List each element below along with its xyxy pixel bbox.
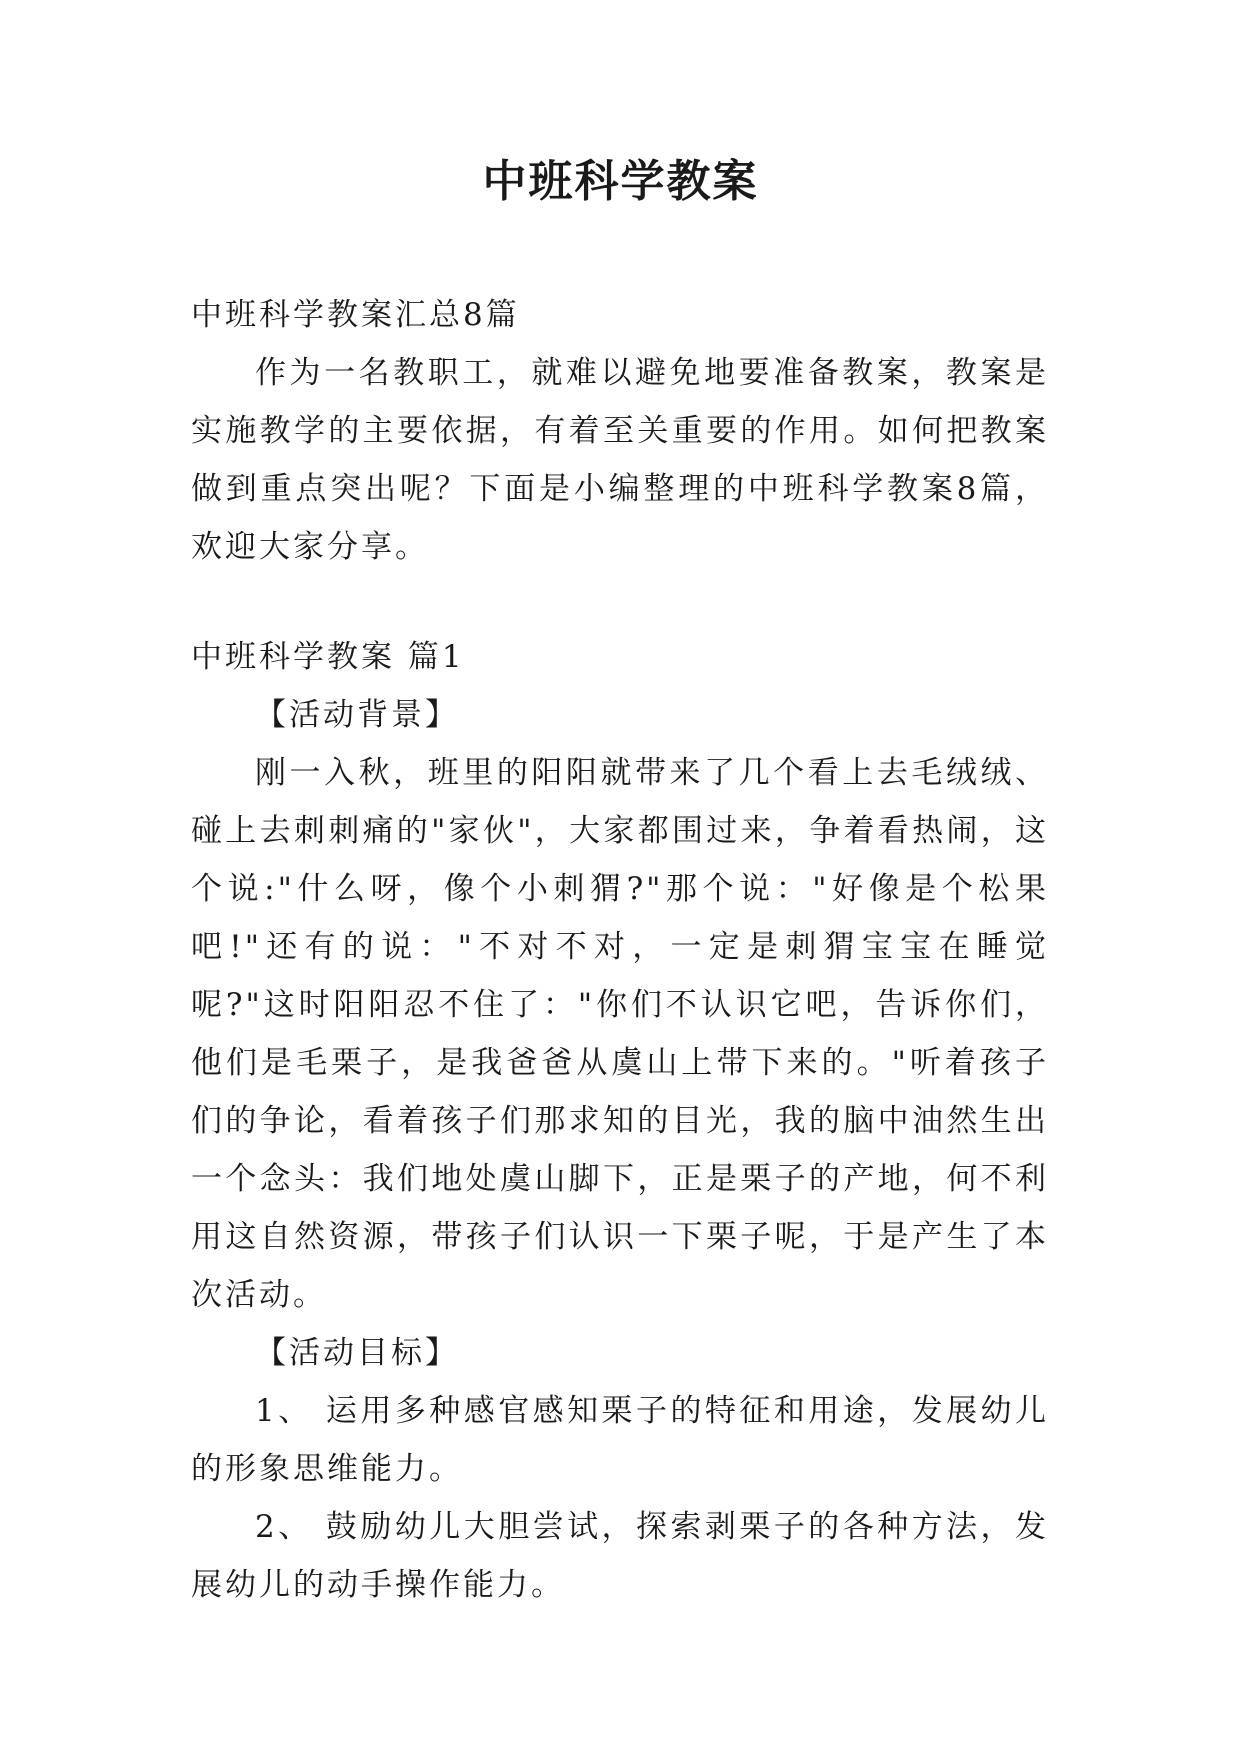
section-title: 中班科学教案 篇1: [191, 639, 465, 675]
goal-item-2: 2、 鼓励幼儿大胆尝试，探索剥栗子的各种方法，发展幼儿的动手操作能力。: [191, 1509, 1049, 1603]
document-body: [191, 286, 1049, 1614]
intro-paragraph: 作为一名教职工，就难以避免地要准备教案，教案是实施教学的主要依据，有着至关重要的作用。如何把教案做到重点突出呢？下面是小编整理的中班科学教案8篇，欢迎大家分享。: [191, 355, 1049, 565]
goal-item-1: 1、 运用多种感官感知栗子的特征和用途，发展幼儿的形象思维能力。: [191, 1393, 1049, 1487]
document-title: 中班科学教案: [482, 156, 759, 207]
document-subtitle: 中班科学教案汇总8篇: [191, 297, 520, 333]
goals-heading: 【活动目标】: [255, 1335, 459, 1371]
background-heading: 【活动背景】: [255, 697, 459, 733]
background-paragraph: 刚一入秋，班里的阳阳就带来了几个看上去毛绒绒、碰上去刺刺痛的"家伙"，大家都围过来，争着看热闹，这个说:"什么呀，像个小刺猬?"那个说："好像是个松果吧!"还有的说："不对不对，一定是刺猬宝宝在睡觉呢?"这时阳阳忍不住了："你们不认识它吧，告诉你们，他们是毛栗子，是我爸爸从虞山上带下来的。"听着孩子们的争论，看着孩子们那求知的目光，我的脑中油然生出一个念头：我们地处虞山脚下，正是栗子的产地，何不利用这自然资源，带孩子们认识一下栗子呢，于是产生了本次活动。: [191, 755, 1049, 1313]
